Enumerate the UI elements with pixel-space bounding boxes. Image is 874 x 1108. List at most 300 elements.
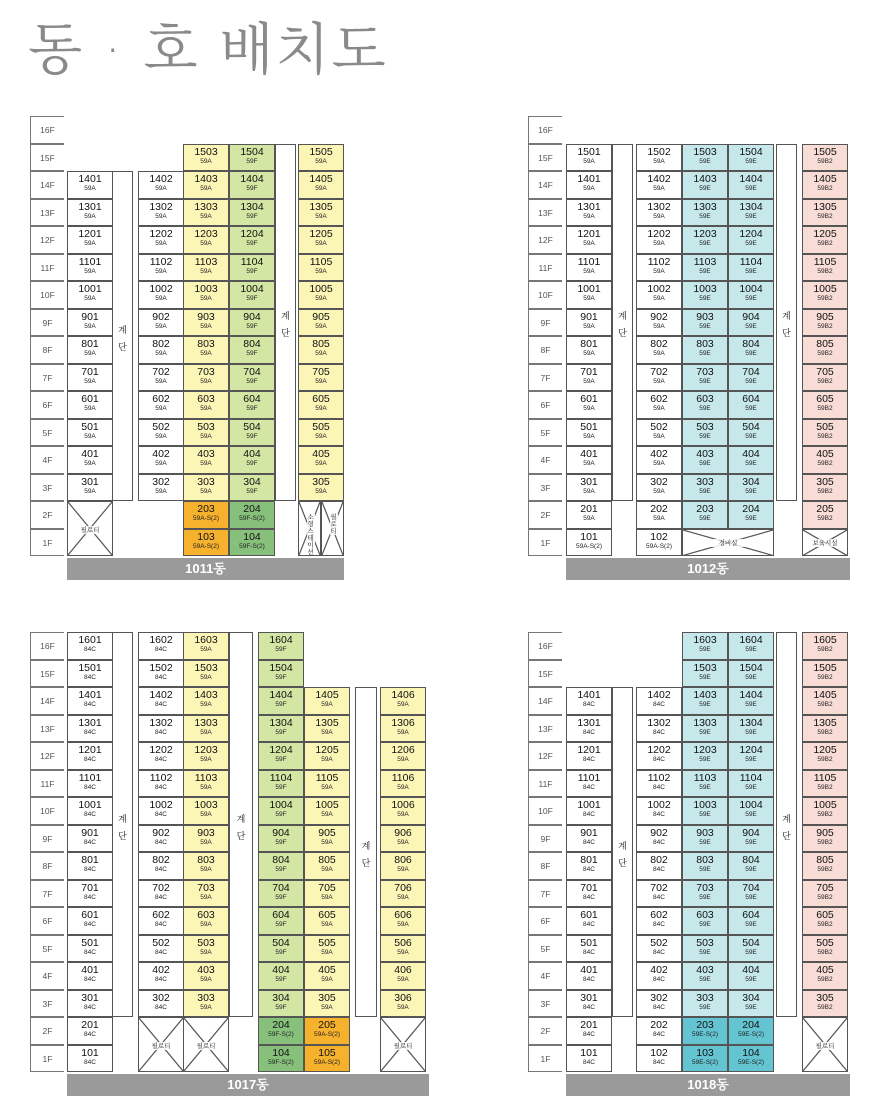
unit-number: 303 — [696, 475, 714, 488]
unit-number: 102 — [650, 530, 668, 543]
unit-cell — [636, 501, 682, 529]
unit-cell — [183, 336, 229, 364]
unit-number: 1601 — [78, 634, 102, 646]
unit-type: 59A — [155, 322, 167, 330]
building-name-bar: 1012동 — [566, 558, 850, 580]
unit-number: 1305 — [309, 200, 333, 213]
unit-number: 602 — [152, 393, 170, 405]
unit-type: 59A — [397, 948, 409, 956]
unit-number: 701 — [580, 365, 598, 378]
unit-cell — [183, 687, 229, 715]
floor-label: 6F — [528, 907, 562, 935]
unit-type: 84C — [653, 893, 665, 901]
unit-cell — [298, 446, 344, 474]
unit-type: 59E — [699, 976, 711, 983]
unit-type: 59A — [200, 948, 212, 956]
unit-type: 59A-S(2) — [645, 542, 672, 550]
unit-cell — [298, 226, 344, 254]
unit-number: 204 — [742, 503, 760, 515]
unit-cell — [229, 171, 275, 199]
unit-number: 1402 — [149, 689, 173, 701]
unit-type: 59A — [321, 976, 333, 983]
unit-number: 301 — [81, 991, 99, 1004]
floor-label: 2F — [30, 501, 64, 529]
unit-cell — [138, 935, 184, 963]
unit-cell — [380, 962, 426, 990]
unit-type: 59A — [200, 728, 212, 736]
unit-number: 1402 — [647, 173, 671, 185]
unit-cell — [802, 990, 848, 1018]
unit-cell — [682, 391, 728, 419]
unit-number: 406 — [394, 964, 412, 976]
unit-type: 59A — [397, 921, 409, 928]
unit-cell — [682, 446, 728, 474]
unit-cell — [636, 446, 682, 474]
unit-type: 59A — [200, 295, 212, 302]
unit-cell — [183, 797, 229, 825]
unit-number: 101 — [580, 1046, 598, 1059]
unit-type: 59E — [745, 701, 757, 708]
unit-number: 304 — [272, 991, 290, 1004]
unit-type: 59A — [321, 701, 333, 708]
floor-label: 14F — [528, 687, 562, 715]
floor-label: 2F — [528, 1017, 562, 1045]
unit-cell — [138, 419, 184, 447]
unit-cell — [566, 419, 612, 447]
special-label: 필 로 티 — [330, 512, 337, 535]
stair-core — [612, 687, 633, 1017]
unit-cell — [636, 226, 682, 254]
unit-cell — [183, 226, 229, 254]
unit-cell — [682, 171, 728, 199]
unit-number: 603 — [696, 393, 714, 405]
unit-number: 701 — [580, 881, 598, 894]
unit-cell — [298, 281, 344, 309]
stair-core — [112, 632, 133, 1017]
special-label: 필로티 — [381, 1042, 425, 1050]
unit-type: 59F — [275, 811, 287, 818]
unit-number: 1401 — [78, 689, 102, 701]
unit-type: 59A — [200, 350, 212, 357]
unit-type: 59A — [583, 157, 595, 165]
unit-cell — [67, 962, 113, 990]
unit-type: 84C — [84, 646, 96, 653]
special-label: 보육시설 — [803, 539, 847, 547]
unit-cell — [67, 226, 113, 254]
unit-type: 59E-S(2) — [737, 1031, 764, 1038]
unit-type: 84C — [155, 893, 167, 901]
unit-type: 59A — [315, 240, 327, 247]
unit-type: 59A — [583, 460, 595, 467]
unit-number: 404 — [243, 448, 261, 460]
unit-number: 1201 — [577, 228, 601, 240]
unit-number: 803 — [696, 338, 714, 350]
floor-label: 3F — [528, 474, 562, 502]
unit-type: 59A — [583, 240, 595, 247]
unit-number: 505 — [318, 936, 336, 949]
unit-type: 59F — [246, 240, 258, 247]
unit-type: 59A — [200, 322, 212, 330]
special-label: 소형 스테 이션 — [307, 512, 314, 556]
unit-number: 1205 — [813, 228, 837, 240]
unit-type: 84C — [84, 921, 96, 928]
unit-type: 59A — [200, 377, 212, 385]
unit-type: 59A — [200, 487, 212, 495]
unit-number: 1605 — [813, 634, 837, 646]
unit-cell — [636, 687, 682, 715]
unit-cell — [802, 797, 848, 825]
unit-number: 801 — [580, 854, 598, 866]
unit-cell — [304, 770, 350, 798]
unit-number: 1501 — [577, 145, 601, 158]
unit-type: 59E — [745, 673, 757, 681]
unit-type: 84C — [653, 948, 665, 956]
unit-number: 1101 — [78, 255, 102, 268]
unit-cell — [566, 336, 612, 364]
unit-number: 1201 — [78, 744, 102, 756]
unit-type: 59E — [745, 756, 757, 763]
unit-number: 503 — [197, 420, 215, 433]
unit-number: 804 — [742, 854, 760, 866]
unit-number: 803 — [197, 854, 215, 866]
unit-type: 59E — [745, 322, 757, 330]
unit-cell — [138, 226, 184, 254]
unit-number: 401 — [580, 448, 598, 460]
unit-cell — [304, 962, 350, 990]
unit-cell — [304, 687, 350, 715]
unit-type: 59F — [246, 185, 258, 192]
stair-label: 단 — [281, 329, 290, 340]
unit-cell — [67, 852, 113, 880]
unit-number: 1205 — [813, 744, 837, 756]
unit-cell — [682, 660, 728, 688]
unit-cell — [802, 281, 848, 309]
stair-label: 단 — [118, 831, 127, 842]
special-area — [183, 1017, 229, 1072]
unit-cell — [728, 474, 774, 502]
unit-number: 1204 — [739, 744, 763, 756]
floor-label: 16F — [30, 632, 64, 660]
unit-type: 59A — [84, 322, 96, 330]
unit-cell — [380, 825, 426, 853]
unit-cell — [67, 364, 113, 392]
unit-type: 59A-S(2) — [313, 1058, 340, 1066]
unit-number: 702 — [650, 881, 668, 894]
unit-type: 59B2 — [817, 948, 833, 956]
unit-cell — [183, 529, 229, 557]
unit-cell — [183, 364, 229, 392]
floor-label: 14F — [30, 687, 64, 715]
unit-cell — [566, 309, 612, 337]
unit-cell — [380, 880, 426, 908]
unit-number: 502 — [650, 936, 668, 949]
special-label: 필로티 — [68, 526, 112, 534]
floor-label: 12F — [528, 742, 562, 770]
unit-type: 59F — [275, 976, 287, 983]
floor-label: 6F — [528, 391, 562, 419]
unit-cell — [566, 391, 612, 419]
floor-label: 13F — [30, 715, 64, 743]
unit-type: 59A — [321, 921, 333, 928]
unit-cell — [682, 419, 728, 447]
unit-number: 501 — [580, 936, 598, 949]
unit-number: 605 — [312, 393, 330, 405]
unit-number: 802 — [152, 338, 170, 350]
unit-number: 702 — [152, 881, 170, 894]
unit-number: 1001 — [577, 799, 601, 811]
unit-number: 203 — [197, 503, 215, 515]
unit-type: 59A — [200, 756, 212, 763]
unit-cell — [138, 391, 184, 419]
unit-type: 59A — [315, 377, 327, 385]
unit-type: 59E — [745, 948, 757, 956]
unit-cell — [802, 144, 848, 172]
unit-type: 84C — [155, 728, 167, 736]
unit-type: 84C — [583, 1058, 595, 1066]
unit-type: 59F — [246, 460, 258, 467]
unit-cell — [67, 632, 113, 660]
special-area — [682, 529, 774, 557]
unit-type: 59A — [653, 157, 665, 165]
unit-number: 302 — [650, 475, 668, 488]
unit-cell — [229, 309, 275, 337]
unit-type: 59F-S(2) — [268, 1058, 294, 1066]
unit-type: 59B2 — [817, 515, 833, 522]
unit-number: 1201 — [78, 228, 102, 240]
unit-cell — [229, 501, 275, 529]
unit-number: 1004 — [739, 283, 763, 295]
unit-cell — [636, 852, 682, 880]
unit-cell — [636, 199, 682, 227]
unit-number: 1206 — [391, 744, 415, 756]
unit-type: 59A — [315, 322, 327, 330]
floor-label: 11F — [528, 770, 562, 798]
floor-label: 8F — [30, 336, 64, 364]
unit-number: 1004 — [240, 283, 264, 295]
unit-cell — [183, 419, 229, 447]
unit-number: 601 — [580, 909, 598, 921]
unit-cell — [636, 254, 682, 282]
unit-type: 59A — [321, 893, 333, 901]
unit-type: 59E — [699, 811, 711, 818]
special-area — [802, 529, 848, 557]
unit-cell — [304, 880, 350, 908]
unit-number: 906 — [394, 826, 412, 839]
unit-type: 59A — [397, 1003, 409, 1011]
unit-cell — [566, 364, 612, 392]
unit-type: 59B2 — [817, 701, 833, 708]
unit-number: 1001 — [78, 799, 102, 811]
unit-number: 1005 — [813, 799, 837, 811]
unit-cell — [802, 825, 848, 853]
unit-number: 1302 — [647, 200, 671, 213]
unit-number: 402 — [152, 964, 170, 976]
unit-number: 1203 — [693, 744, 717, 756]
unit-cell — [566, 254, 612, 282]
unit-cell — [682, 715, 728, 743]
unit-number: 802 — [152, 854, 170, 866]
unit-type: 59F — [246, 157, 258, 165]
unit-cell — [802, 446, 848, 474]
unit-type: 59A — [315, 212, 327, 220]
unit-number: 1101 — [78, 771, 102, 784]
floor-label: 7F — [30, 364, 64, 392]
unit-number: 1405 — [309, 173, 333, 185]
unit-cell — [298, 144, 344, 172]
unit-cell — [566, 715, 612, 743]
unit-type: 59B2 — [817, 267, 833, 275]
unit-cell — [183, 474, 229, 502]
unit-cell — [183, 309, 229, 337]
unit-cell — [183, 880, 229, 908]
unit-type: 59A — [397, 866, 409, 873]
unit-number: 1603 — [693, 634, 717, 646]
unit-cell — [298, 309, 344, 337]
unit-cell — [258, 797, 304, 825]
unit-number: 503 — [696, 420, 714, 433]
unit-cell — [298, 364, 344, 392]
unit-number: 102 — [650, 1046, 668, 1059]
unit-cell — [682, 852, 728, 880]
unit-number: 901 — [580, 826, 598, 839]
stair-label: 단 — [782, 329, 791, 340]
unit-type: 59A — [155, 377, 167, 385]
unit-cell — [566, 281, 612, 309]
unit-type: 84C — [84, 976, 96, 983]
unit-type: 84C — [84, 1058, 96, 1066]
unit-number: 104 — [742, 1046, 760, 1059]
unit-number: 1002 — [149, 283, 173, 295]
unit-number: 904 — [243, 310, 261, 323]
unit-number: 1403 — [194, 689, 218, 701]
unit-cell — [304, 797, 350, 825]
unit-type: 59E — [699, 212, 711, 220]
unit-type: 59B2 — [817, 646, 833, 653]
unit-cell — [229, 281, 275, 309]
floor-label: 5F — [30, 935, 64, 963]
floor-label: 6F — [30, 391, 64, 419]
unit-number: 601 — [580, 393, 598, 405]
unit-cell — [67, 907, 113, 935]
floor-label: 1F — [30, 529, 64, 557]
unit-type: 59E — [699, 921, 711, 928]
unit-number: 404 — [742, 964, 760, 976]
unit-number: 303 — [197, 991, 215, 1004]
unit-cell — [728, 935, 774, 963]
unit-type: 59F — [275, 948, 287, 956]
unit-number: 601 — [81, 909, 99, 921]
unit-cell — [728, 336, 774, 364]
unit-cell — [802, 770, 848, 798]
unit-cell — [636, 281, 682, 309]
unit-number: 1301 — [577, 716, 601, 729]
unit-cell — [183, 144, 229, 172]
unit-number: 403 — [696, 964, 714, 976]
unit-type: 59A — [200, 267, 212, 275]
floor-label: 7F — [30, 880, 64, 908]
unit-type: 59A — [397, 976, 409, 983]
unit-number: 606 — [394, 909, 412, 921]
unit-type: 59A — [583, 295, 595, 302]
unit-cell — [138, 660, 184, 688]
unit-cell — [229, 474, 275, 502]
unit-cell — [682, 309, 728, 337]
unit-number: 1505 — [813, 145, 837, 158]
unit-cell — [298, 391, 344, 419]
unit-cell — [138, 336, 184, 364]
floor-label: 15F — [528, 144, 562, 172]
unit-type: 59A — [155, 432, 167, 440]
unit-type: 59F — [275, 893, 287, 901]
building-name-bar: 1017동 — [67, 1074, 429, 1096]
unit-number: 1003 — [194, 799, 218, 811]
unit-cell — [566, 474, 612, 502]
unit-type: 59B2 — [817, 921, 833, 928]
unit-number: 1105 — [813, 771, 837, 784]
unit-number: 1203 — [194, 228, 218, 240]
unit-number: 501 — [81, 936, 99, 949]
unit-number: 1402 — [647, 689, 671, 701]
unit-type: 59A — [200, 701, 212, 708]
unit-cell — [67, 309, 113, 337]
unit-number: 903 — [197, 826, 215, 839]
unit-cell — [304, 825, 350, 853]
floor-label: 10F — [30, 281, 64, 309]
unit-type: 59A — [155, 405, 167, 412]
unit-cell — [183, 962, 229, 990]
floor-label: 13F — [30, 199, 64, 227]
unit-cell — [636, 529, 682, 557]
unit-type: 59B2 — [817, 350, 833, 357]
unit-number: 602 — [650, 909, 668, 921]
unit-cell — [566, 962, 612, 990]
unit-cell — [566, 990, 612, 1018]
unit-number: 1502 — [647, 145, 671, 158]
unit-cell — [636, 336, 682, 364]
unit-type: 84C — [155, 838, 167, 846]
unit-type: 59E — [699, 322, 711, 330]
unit-type: 59E — [699, 267, 711, 275]
unit-number: 303 — [696, 991, 714, 1004]
unit-number: 1004 — [739, 799, 763, 811]
unit-cell — [566, 770, 612, 798]
unit-cell — [728, 144, 774, 172]
unit-cell — [138, 797, 184, 825]
unit-cell — [298, 336, 344, 364]
unit-type: 59A — [583, 515, 595, 522]
unit-type: 59A — [653, 432, 665, 440]
unit-type: 84C — [583, 811, 595, 818]
unit-number: 1102 — [647, 771, 671, 784]
unit-type: 59B2 — [817, 240, 833, 247]
unit-type: 59E — [699, 838, 711, 846]
unit-number: 1304 — [240, 200, 264, 213]
unit-type: 59A — [84, 377, 96, 385]
stair-label: 단 — [782, 831, 791, 842]
unit-number: 1302 — [149, 716, 173, 729]
unit-cell — [67, 419, 113, 447]
unit-type: 59B2 — [817, 728, 833, 736]
unit-number: 1101 — [577, 771, 601, 784]
unit-cell — [728, 770, 774, 798]
unit-number: 503 — [696, 936, 714, 949]
unit-number: 1304 — [269, 716, 293, 729]
unit-cell — [183, 770, 229, 798]
unit-cell — [566, 797, 612, 825]
unit-type: 59A — [315, 157, 327, 165]
unit-number: 205 — [318, 1019, 336, 1031]
unit-number: 1103 — [194, 771, 218, 784]
